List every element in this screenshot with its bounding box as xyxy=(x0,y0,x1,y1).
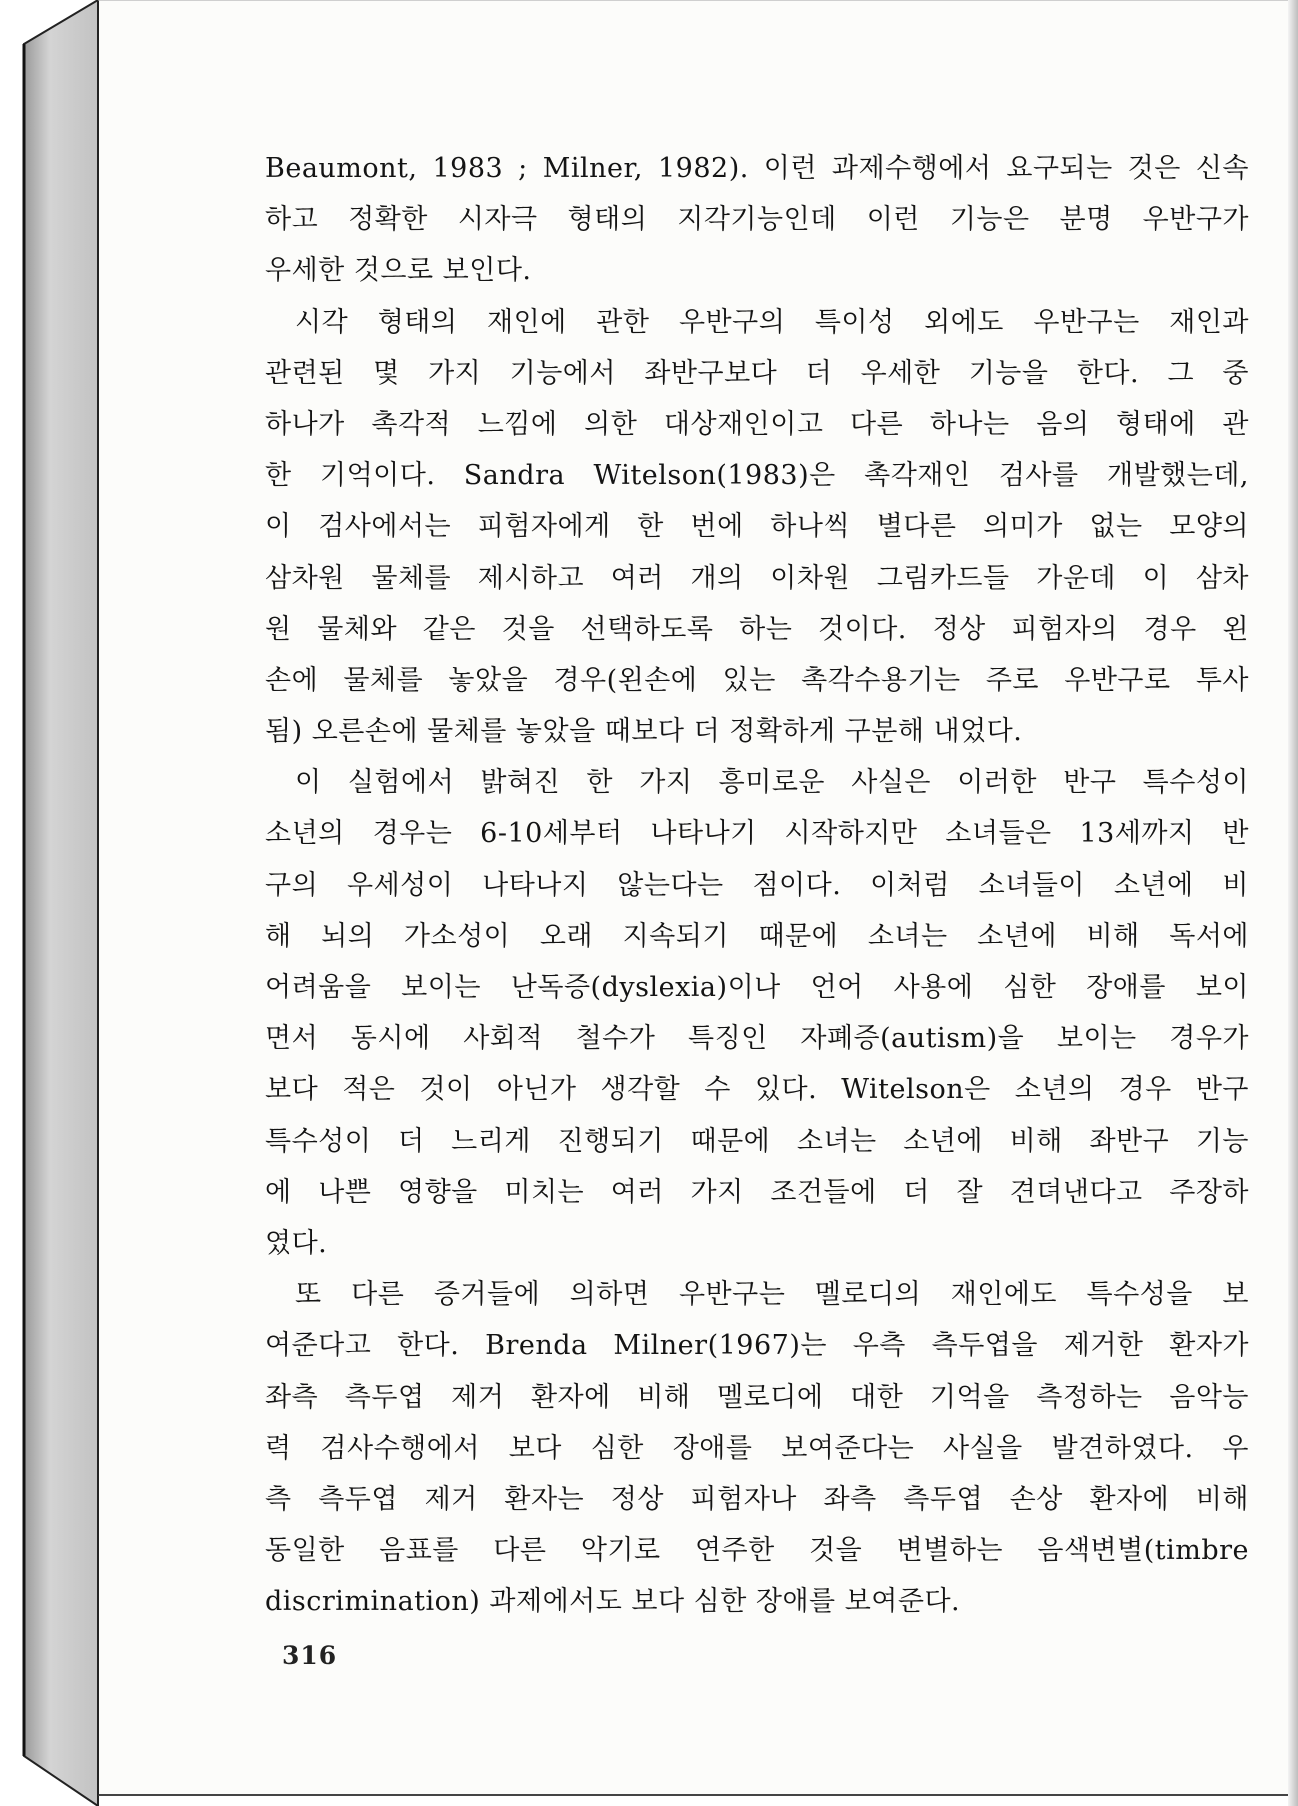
text-line: 하나가 촉각적 느낌에 의한 대상재인이고 다른 하나는 음의 형태에 관 xyxy=(265,408,1249,440)
text-line: 소년의 경우는 6-10세부터 나타나기 시작하지만 소녀들은 13세까지 반 xyxy=(265,818,1249,850)
text-line: 손에 물체를 놓았을 경우(왼손에 있는 촉각수용기는 주로 우반구로 투사 xyxy=(265,664,1249,696)
text-line: 시각 형태의 재인에 관한 우반구의 특이성 외에도 우반구는 재인과 xyxy=(295,306,1249,338)
page-edge-shadow xyxy=(1288,0,1298,1806)
text-line: 됨) 오른손에 물체를 놓았을 때보다 더 정확하게 구분해 내었다. xyxy=(265,716,1023,748)
text-line: discrimination) 과제에서도 보다 심한 장애를 보여준다. xyxy=(265,1586,961,1618)
text-line: 원 물체와 같은 것을 선택하도록 하는 것이다. 정상 피험자의 경우 왼 xyxy=(265,613,1249,645)
page-body-text xyxy=(265,143,1249,1627)
book-page xyxy=(98,0,1288,1796)
text-line: 한 기억이다. Sandra Witelson(1983)은 촉각재인 검사를 개발했는데, xyxy=(265,460,1249,492)
book-spine xyxy=(0,0,110,1806)
text-line: 구의 우세성이 나타나지 않는다는 점이다. 이처럼 소녀들이 소년에 비 xyxy=(265,869,1249,901)
text-line: 어려움을 보이는 난독증(dyslexia)이나 언어 사용에 심한 장애를 보이 xyxy=(265,972,1249,1003)
text-line: 력 검사수행에서 보다 심한 장애를 보여준다는 사실을 발견하였다. 우 xyxy=(265,1432,1249,1464)
text-line: 특수성이 더 느리게 진행되기 때문에 소녀는 소년에 비해 좌반구 기능 xyxy=(265,1125,1249,1157)
text-line: 이 실험에서 밝혀진 한 가지 흥미로운 사실은 이러한 반구 특수성이 xyxy=(295,767,1249,799)
text-line: 보다 적은 것이 아닌가 생각할 수 있다. Witelson은 소년의 경우 반구 xyxy=(265,1074,1249,1106)
text-line: 해 뇌의 가소성이 오래 지속되기 때문에 소녀는 소년에 비해 독서에 xyxy=(265,920,1249,952)
text-line: 였다. xyxy=(265,1227,328,1259)
text-line: 또 다른 증거들에 의하면 우반구는 멜로디의 재인에도 특수성을 보 xyxy=(295,1279,1249,1311)
text-line: 우세한 것으로 보인다. xyxy=(265,255,532,287)
text-line: 측 측두엽 제거 환자는 정상 피험자나 좌측 측두엽 손상 환자에 비해 xyxy=(265,1483,1249,1515)
text-line: 이 검사에서는 피험자에게 한 번에 하나씩 별다른 의미가 없는 모양의 xyxy=(265,511,1249,543)
text-line: 좌측 측두엽 제거 환자에 비해 멜로디에 대한 기억을 측정하는 음악능 xyxy=(265,1381,1249,1413)
text-line: 여준다고 한다. Brenda Milner(1967)는 우측 측두엽을 제거한 환자가 xyxy=(265,1330,1249,1362)
text-line: 하고 정확한 시자극 형태의 지각기능인데 이런 기능은 분명 우반구가 xyxy=(265,204,1249,236)
text-line: Beaumont, 1983 ; Milner, 1982). 이런 과제수행에서 요구되는 것은 신속 xyxy=(265,153,1249,184)
text-line: 관련된 몇 가지 기능에서 좌반구보다 더 우세한 기능을 한다. 그 중 xyxy=(265,357,1249,389)
text-line: 삼차원 물체를 제시하고 여러 개의 이차원 그림카드들 가운데 이 삼차 xyxy=(265,562,1249,594)
text-line: 면서 동시에 사회적 철수가 특징인 자폐증(autism)을 보이는 경우가 xyxy=(265,1023,1249,1055)
text-line: 동일한 음표를 다른 악기로 연주한 것을 변별하는 음색변별(timbre xyxy=(265,1535,1249,1567)
text-line: 에 나쁜 영향을 미치는 여러 가지 조건들에 더 잘 견뎌낸다고 주장하 xyxy=(265,1176,1249,1208)
page-number: 316 xyxy=(282,1641,338,1670)
